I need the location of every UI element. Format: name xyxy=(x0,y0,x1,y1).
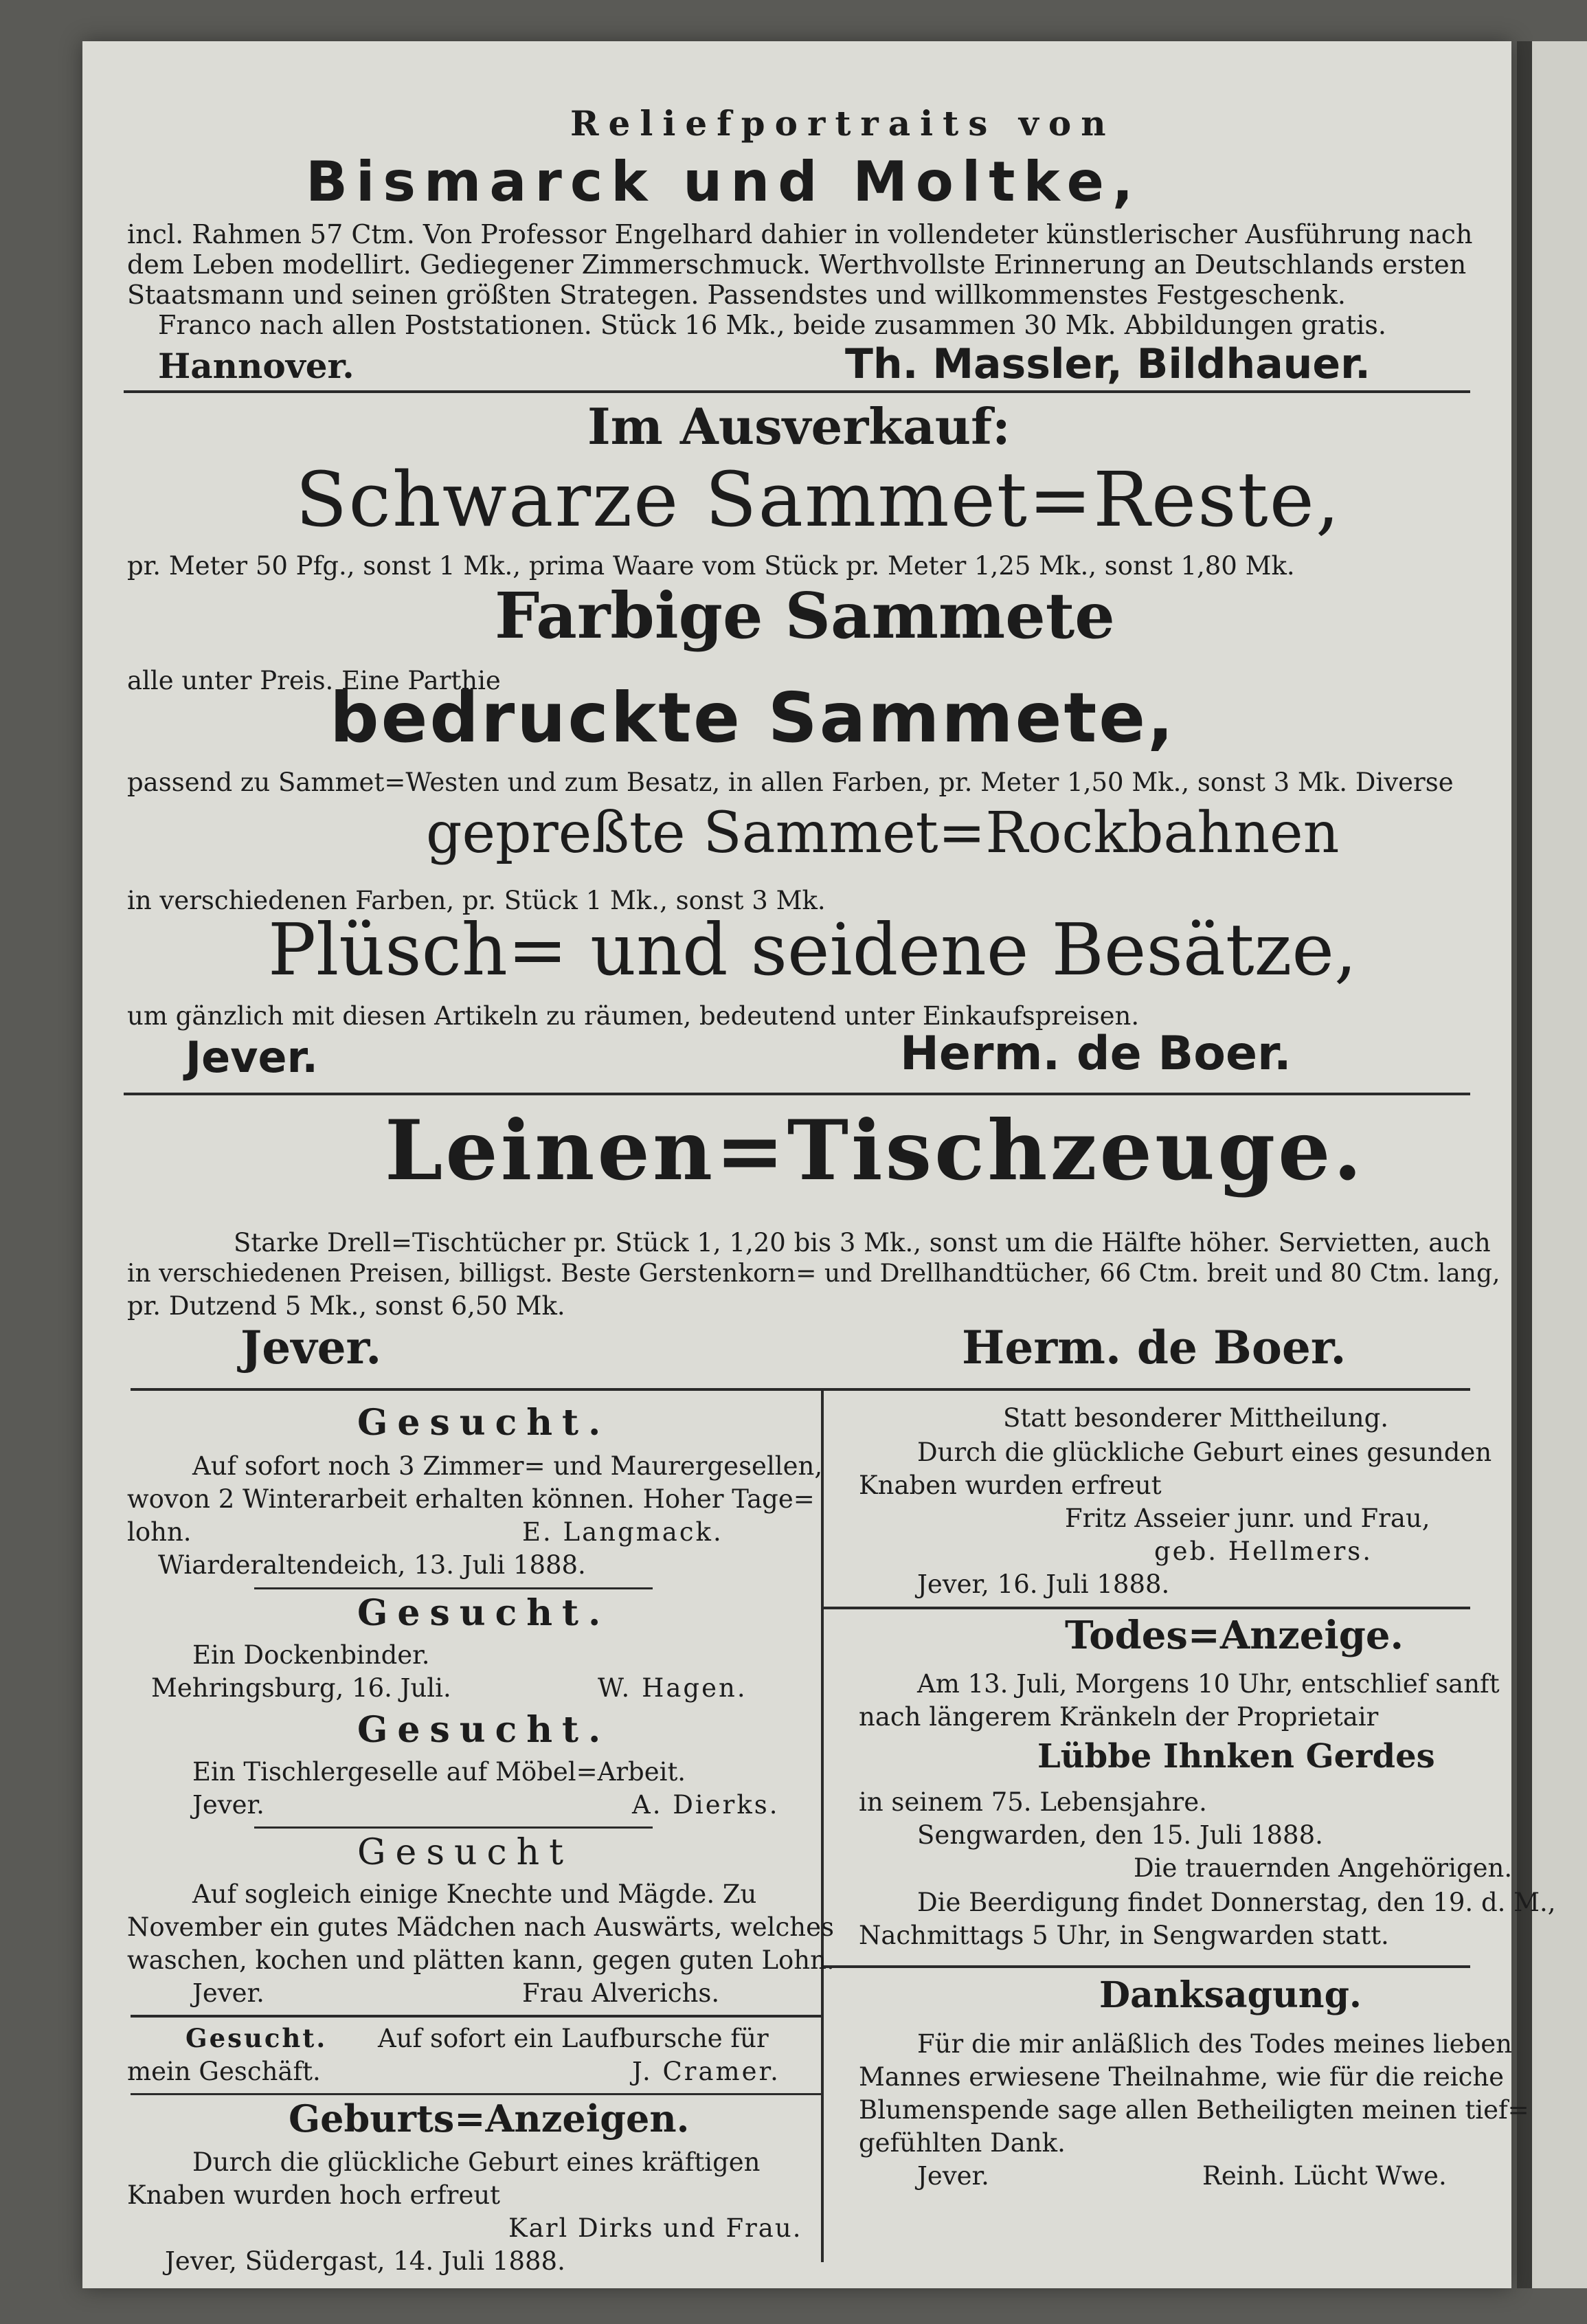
divider xyxy=(124,390,1470,393)
ad1-text-3: Staatsmann und seinen größten Strategen. Passendstes und willkommenstes Festgeschenk. xyxy=(127,280,1346,310)
ad3-signature: Herm. de Boer. xyxy=(962,1321,1347,1374)
gesucht-2-title: Gesucht. xyxy=(357,1592,611,1634)
geburts-line-2: Knaben wurden hoch erfreut xyxy=(127,2180,501,2210)
gesucht-2-signature: W. Hagen. xyxy=(598,1673,747,1703)
gesucht-4-title: Gesucht xyxy=(357,1832,573,1873)
divider xyxy=(131,2093,821,2095)
death-name: Lübbe Ihnken Gerdes xyxy=(1037,1737,1435,1776)
birth-heading: Statt besonderer Mittheilung. xyxy=(1003,1403,1389,1433)
death-line-6: Die Beerdigung findet Donnerstag, den 19. d. M., xyxy=(917,1888,1556,1917)
ad1-text-4: Franco nach allen Poststationen. Stück 16 Mk., beide zusammen 30 Mk. Abbildungen gratis. xyxy=(158,310,1386,340)
ad2-city: Jever. xyxy=(185,1032,318,1082)
thanks-line-1: Für die mir anläßlich des Todes meines lieben xyxy=(917,2029,1512,2059)
divider xyxy=(824,1607,1470,1609)
ad2-heading-gepresste: gepreßte Sammet=Rockbahnen xyxy=(426,801,1340,866)
gesucht-2-line-1: Ein Dockenbinder. xyxy=(192,1640,430,1670)
divider xyxy=(824,1965,1470,1968)
ad1-text-2: dem Leben modellirt. Gediegener Zimmerschmuck. Werthvollste Erinnerung an Deutschlands ersten xyxy=(127,249,1467,280)
gesucht-4-line-2: November ein gutes Mädchen nach Auswärts, welches xyxy=(127,1912,834,1942)
gesucht-5-lead: Gesucht. xyxy=(185,2023,328,2053)
page-gutter xyxy=(1517,41,1532,2288)
divider xyxy=(131,1388,1470,1391)
ad3-text-2: in verschiedenen Preisen, billigst. Beste Gerstenkorn= und Drellhandtücher, 66 Ctm. breit und 80 Ctm. lang, xyxy=(127,1260,1500,1288)
gesucht-4-line-3: waschen, kochen und plätten kann, gegen guten Lohn. xyxy=(127,1945,835,1975)
death-signature: Die trauernden Angehörigen. xyxy=(1134,1853,1513,1883)
gesucht-3-signature: A. Dierks. xyxy=(632,1790,780,1820)
birth-line-1: Durch die glückliche Geburt eines gesunden xyxy=(917,1438,1492,1467)
gesucht-3-title: Gesucht. xyxy=(357,1709,611,1751)
ad1-signature: Th. Massler, Bildhauer. xyxy=(845,340,1371,388)
gesucht-4-line-1: Auf sogleich einige Knechte und Mägde. Zu xyxy=(192,1879,757,1909)
ad1-line1: Reliefportraits von xyxy=(570,103,1116,144)
ad2-signature: Herm. de Boer. xyxy=(900,1027,1292,1081)
geburts-anzeigen-title: Geburts=Anzeigen. xyxy=(289,2097,690,2141)
newspaper-page xyxy=(82,41,1556,2288)
gesucht-1-line-1: Auf sofort noch 3 Zimmer= und Maurergesellen, xyxy=(192,1451,823,1481)
divider xyxy=(124,1093,1470,1095)
ad1-text-1: incl. Rahmen 57 Ctm. Von Professor Engelhard dahier in vollendeter künstlerischer Ausführung nach xyxy=(127,219,1473,249)
ad1-headline: Bismarck und Moltke, xyxy=(306,150,1142,214)
death-line-7: Nachmittags 5 Uhr, in Sengwarden statt. xyxy=(859,1921,1389,1950)
ad2-text-4: in verschiedenen Farben, pr. Stück 1 Mk., sonst 3 Mk. xyxy=(127,886,826,915)
gesucht-1-line-3: lohn. xyxy=(127,1517,192,1547)
thanks-line-3: Blumenspende sage allen Betheiligten meinen tief= xyxy=(859,2095,1529,2125)
ad2-headline: Im Ausverkauf: xyxy=(587,397,1011,456)
ad2-text-3: passend zu Sammet=Westen und zum Besatz, in allen Farben, pr. Meter 1,50 Mk., sonst 3 Mk. Diverse xyxy=(127,768,1454,797)
ad2-heading-bedruckte: bedruckte Sammete, xyxy=(330,678,1176,758)
divider xyxy=(254,1826,653,1829)
ad2-heading-schwarze: Schwarze Sammet=Reste, xyxy=(295,456,1341,544)
ad2-text-1: pr. Meter 50 Pfg., sonst 1 Mk., prima Waare vom Stück pr. Meter 1,25 Mk., sonst 1,80 Mk. xyxy=(127,551,1295,581)
gesucht-1-line-2: wovon 2 Winterarbeit erhalten können. Hoher Tage= xyxy=(127,1484,815,1514)
gesucht-3-line-1: Ein Tischlergeselle auf Möbel=Arbeit. xyxy=(192,1757,686,1787)
geburts-line-1: Durch die glückliche Geburt eines kräftigen xyxy=(192,2147,761,2177)
todes-anzeige-title: Todes=Anzeige. xyxy=(1065,1613,1404,1658)
gesucht-1-signature: E. Langmack. xyxy=(522,1517,723,1547)
gesucht-5-signature: J. Cramer. xyxy=(632,2057,780,2086)
ad2-text-5: um gänzlich mit diesen Artikeln zu räumen, bedeutend unter Einkaufspreisen. xyxy=(127,1001,1140,1031)
gesucht-5-line-2: mein Geschäft. xyxy=(127,2057,321,2086)
ad3-headline: Leinen=Tischzeuge. xyxy=(385,1102,1365,1199)
thanks-line-2: Mannes erwiesene Theilnahme, wie für die reiche xyxy=(859,2062,1505,2092)
death-line-2: nach längerem Kränkeln der Proprietair xyxy=(859,1702,1379,1732)
column-divider xyxy=(821,1389,824,2262)
divider xyxy=(131,2015,821,2018)
death-line-1: Am 13. Juli, Morgens 10 Uhr, entschlief sanft xyxy=(917,1669,1500,1699)
thanks-place: Jever. xyxy=(917,2161,989,2191)
death-line-3: in seinem 75. Lebensjahre. xyxy=(859,1787,1207,1817)
gesucht-4-place: Jever. xyxy=(192,1978,264,2008)
gesucht-2-place-date: Mehringsburg, 16. Juli. xyxy=(151,1673,451,1703)
gesucht-5-line-1: Auf sofort ein Laufbursche für xyxy=(378,2024,769,2053)
birth-place-date: Jever, 16. Juli 1888. xyxy=(917,1569,1170,1599)
gesucht-1-title: Gesucht. xyxy=(357,1402,611,1444)
gesucht-3-place: Jever. xyxy=(192,1790,264,1820)
ad2-heading-pluesch: Plüsch= und seidene Besätze, xyxy=(268,908,1358,992)
gesucht-4-signature: Frau Alverichs. xyxy=(522,1978,720,2008)
ad2-heading-farbige: Farbige Sammete xyxy=(495,579,1115,653)
birth-line-2: Knaben wurden erfreut xyxy=(859,1471,1162,1500)
ad3-city: Jever. xyxy=(240,1321,382,1374)
geburts-place-date: Jever, Südergast, 14. Juli 1888. xyxy=(165,2246,565,2276)
ad3-text-3: pr. Dutzend 5 Mk., sonst 6,50 Mk. xyxy=(127,1291,565,1321)
birth-signature-2: geb. Hellmers. xyxy=(1154,1537,1373,1566)
divider xyxy=(254,1587,653,1589)
death-place-date: Sengwarden, den 15. Juli 1888. xyxy=(917,1820,1323,1850)
thanks-signature: Reinh. Lücht Wwe. xyxy=(1202,2161,1447,2191)
ad1-city: Hannover. xyxy=(158,346,354,386)
gesucht-1-place-date: Wiarderaltendeich, 13. Juli 1888. xyxy=(158,1550,586,1580)
ad2-text-2: alle unter Preis. Eine Parthie xyxy=(127,666,501,695)
ad3-text-1: Starke Drell=Tischtücher pr. Stück 1, 1,20 bis 3 Mk., sonst um die Hälfte höher. Servietten, auch xyxy=(234,1228,1491,1258)
thanks-line-4: gefühlten Dank. xyxy=(859,2128,1066,2158)
adjacent-page-edge xyxy=(1532,41,1587,2288)
birth-signature: Fritz Asseier junr. und Frau, xyxy=(1065,1504,1430,1533)
danksagung-title: Danksagung. xyxy=(1099,1974,1362,2016)
geburts-signature: Karl Dirks und Frau. xyxy=(508,2213,802,2243)
